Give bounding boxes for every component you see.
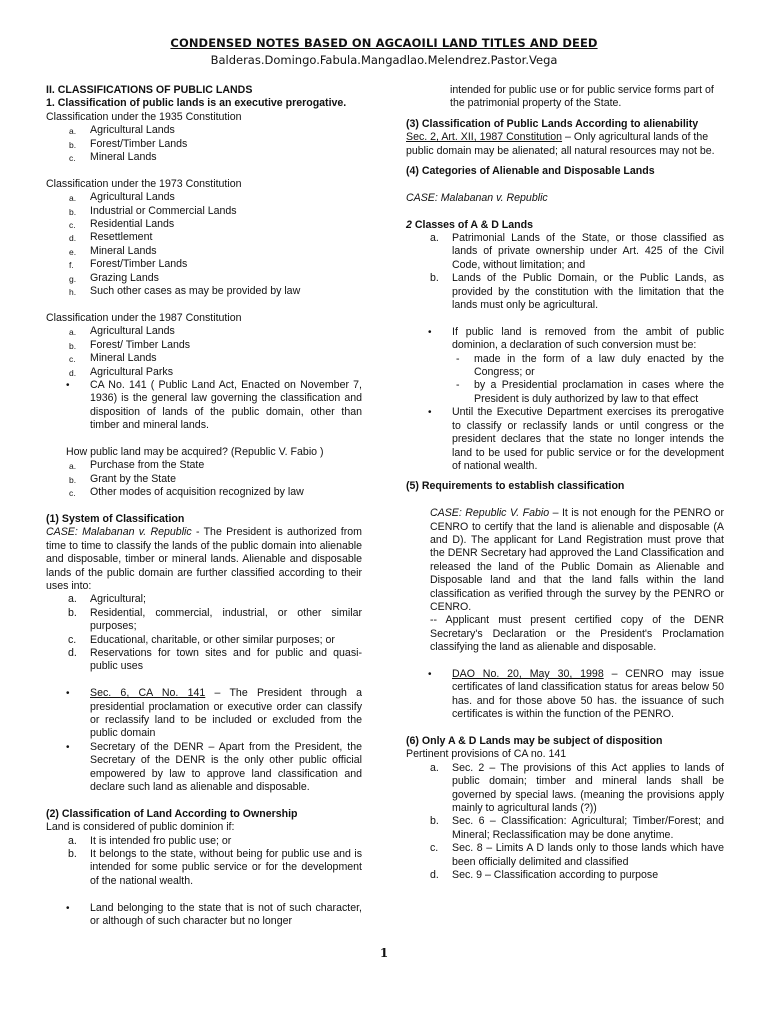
list-item-bullet [46,379,362,433]
list-conversion [406,353,724,407]
bullet-icon: • [66,902,70,914]
list-item-text: Lands of the Public Domain, or the Public Lands, as provided by the constitution with the limitation that the lands must only be agricultural. [452,272,724,312]
list-item-text: Residential, commercial, industrial, or other similar purposes; [90,606,362,633]
heading-alienability: (3) Classification of Public Lands According to alienability [406,117,699,130]
heading-system-classification: (1) System of Classification [46,512,185,525]
list-item-text: Industrial or Commercial Lands [90,204,237,217]
continuation-text: intended for public use or for public service forms part of the patrimonial property of the State. [450,84,714,110]
list-item-text: Resettlement [90,231,153,244]
dao-reference-link[interactable]: DAO No. 20, May 30, 1998 [452,667,604,680]
case-malabanan-paragraph [46,526,362,593]
list-intro-1987: Classification under the 1987 Constitution [46,311,242,324]
heading-categories: (4) Categories of Alienable and Disposable Lands [406,165,655,178]
document-title: CONDENSED NOTES BASED ON AGCAOILI LAND TITLES AND DEED [170,36,598,50]
list-item [46,486,362,499]
list-ad-classes [406,232,724,312]
list-item-bullet [46,741,362,795]
list-item-bullet [406,326,724,353]
dao-paragraph [452,668,724,720]
disposition-intro: Pertinent provisions of CA no. 141 [406,748,567,761]
list-marker: a. [69,461,77,472]
list-ca141-provisions [406,762,724,883]
list-item-text: Sec. 2 – The provisions of this Act applies to lands of public domain; timber and mineral lands shall be governed by special laws. (meaning the provisions apply mainly to agricultural lands (?)) [452,761,724,815]
list-item [406,815,724,842]
list-marker: e. [69,246,77,257]
list-marker: d. [430,869,439,882]
list-item [46,835,362,848]
list-item [46,258,362,271]
case-malabanan: CASE: Malabanan v. Republic [406,191,548,204]
list-item [406,353,724,380]
list-item [46,205,362,218]
sec6-reference-link[interactable]: Sec. 6, CA No. 141 [90,687,206,700]
bullet-icon: • [428,326,432,338]
list-item-text: It is intended fro public use; or [90,834,232,847]
list-marker: b. [69,474,77,485]
list-marker: h. [69,287,77,298]
list-item-text: Agricultural Lands [90,325,175,338]
page-number: 1 [379,946,389,960]
list-marker: - [456,352,460,365]
list-item-text: Agricultural Lands [90,191,175,204]
list-marker: d. [69,367,77,378]
list-item-text: Other modes of acquisition recognized by law [90,486,304,499]
case-text: - The President is authorized from time to time to classify the lands of the public domain into alienable and disposable, timber or mineral lands. Alienable and disposable lands of the public domain are further classified according to their uses into: [46,526,362,592]
heading-ad-classes [406,219,724,232]
list-item-text: made in the form of a law duly enacted by the Congress; or [474,352,724,379]
list-marker: c. [68,633,77,646]
list-item-text: by a Presidential proclamation in cases where the President is duly authorized by law to that effect [474,379,724,405]
applicant-text: -- Applicant must present certified copy of the DENR Secretary's Declaration or the President's Proclamation classifying the land as alienable and disposable. [430,614,724,654]
list-item-text: Grazing Lands [90,271,159,284]
case-fabio-paragraph [430,507,724,614]
list-item-text: Purchase from the State [90,459,205,472]
list-item-text: Reservations for town sites and for public and quasi-public uses [90,647,362,673]
list-item [46,607,362,634]
list-item [46,285,362,298]
list-item-text: Agricultural Parks [90,365,174,378]
list-item [46,339,362,352]
list-item-text: Forest/Timber Lands [90,258,188,271]
list-item-text: Sec. 9 – Classification according to purpose [452,869,659,882]
bullet-icon: • [66,688,70,700]
list-1973 [46,191,362,298]
list-marker: c. [69,488,76,499]
right-column [406,84,724,882]
list-marker: a. [69,126,77,137]
heading-ownership: (2) Classification of Land According to Ownership [46,807,298,820]
list-item [46,231,362,244]
list-item-text: Sec. 6 – Classification: Agricultural; Timber/Forest; and Mineral; Reclassification may be done anytime. [452,815,724,841]
denr-text: Secretary of the DENR – Apart from the President, the Secretary of the DENR is the only other public official empowered by law to approve land classification and declare such land as alienable and disposable. [90,740,362,794]
list-item-text: Forest/Timber Lands [90,137,188,150]
list-item [406,842,724,869]
classes-label: Classes of A & D Lands [411,218,533,231]
list-item-text: Agricultural; [90,593,146,606]
list-marker: a. [430,761,439,774]
list-item [406,232,724,272]
list-item [46,218,362,231]
sec6-paragraph [90,687,362,739]
list-item [46,245,362,258]
list-item-text: Mineral Lands [90,244,157,257]
bullet-icon: • [428,407,432,419]
list-item [46,647,362,674]
heading-requirements: (5) Requirements to establish classification [406,480,625,493]
list-marker: b. [430,815,439,828]
list-item [406,272,724,312]
list-item-text: Forest/ Timber Lands [90,338,191,351]
case-label: CASE: Republic V. Fabio [430,507,550,520]
list-ownership [46,835,362,889]
list-marker: f. [69,260,74,271]
list-acquisition [46,459,362,499]
list-marker: a. [68,834,77,847]
ownership-bullet-text: Land belonging to the state that is not of such character, or although of such character but no longer [90,901,362,928]
list-marker: c. [69,153,76,164]
list-item [406,869,724,882]
list-marker: a. [430,232,439,245]
list-item-text: Patrimonial Lands of the State, or those classified as lands of private ownership under Art. 425 of the Civil Code, without limitation; and [452,232,724,271]
list-marker: a. [69,193,77,204]
list-marker: a. [69,327,77,338]
list-item [406,762,724,816]
list-item [46,272,362,285]
alienability-paragraph [406,131,724,158]
left-column [46,84,362,928]
until-text: Until the Executive Department exercises its prerogative to classify or reclassify lands or until congress or the president declares that the state no longer intends the land to be used for public service or for the development of national wealth. [452,406,724,472]
list-item [46,325,362,338]
list-marker: b. [430,272,439,285]
document-header [0,36,768,68]
heading-disposition: (6) Only A & D Lands may be subject of disposition [406,735,663,747]
list-marker: b. [68,848,77,861]
list-marker: - [456,379,460,392]
section-heading-classifications: II. CLASSIFICATIONS OF PUBLIC LANDS [46,84,253,96]
list-marker: b. [69,139,77,150]
case-label: CASE: Malabanan v. Republic [46,526,192,539]
dao-text: – CENRO may issue certificates of land classification status for areas below 50 has. and for those above 50 has. the issuance of such certificates is within the function of the PENRO. [452,667,724,721]
list-marker: c. [69,354,76,365]
list-item [46,124,362,137]
ca141-text: CA No. 141 ( Public Land Act, Enacted on November 7, 1936) is the general law governing the classification and disposition of lands of the public domain, other than timber and mineral lands. [90,378,362,432]
case-fabio-block [406,507,724,654]
list-item [46,352,362,365]
list-item-bullet [46,902,362,929]
bullet-icon: • [66,741,70,753]
list-item-text: Residential Lands [90,218,175,231]
list-item [46,593,362,606]
list-item [46,473,362,486]
list-1935 [46,124,362,164]
list-item-bullet [46,687,362,741]
list-item-bullet [406,406,724,473]
list-marker: g. [69,273,77,284]
list-item-text: It belongs to the state, without being for public use and is intended for some public service or for the development of the national wealth. [90,848,362,887]
list-marker: c. [69,220,76,231]
alienability-text: – Only agricultural lands of the public domain may be alienated; all natural resources may not be. [406,131,715,157]
sec6-text: – The President through a presidential proclamation or executive order can classify or reclassify land to be included or excluded from the public domain [90,687,362,740]
case-text: – It is not enough for the PENRO or CENRO to certify that the land is alienable and disposable (A and D). The applicant for Land Registration must prove that the DENR Secretary had approved the Land Classification and released the land of the Public Domain as Alienable and Disposable land and that the land falls within the land classification as verified through the survey by the PENRO or CENRO. [430,507,724,613]
list-item-bullet [406,668,724,722]
acquisition-question: How public land may be acquired? (Republic V. Fabio ) [66,445,324,458]
list-item-text: Sec. 8 – Limits A D lands only to those lands which have been officially delimited and classified [452,842,724,868]
list-item [46,634,362,647]
list-intro-1935: Classification under the 1935 Constitution [46,110,242,123]
list-marker: b. [69,340,77,351]
list-uses [46,593,362,673]
list-item-text: Grant by the State [90,472,176,485]
list-item [46,138,362,151]
list-item-text: Such other cases as may be provided by law [90,285,301,298]
removed-text: If public land is removed from the ambit of public dominion, a declaration of such conversion must be: [452,325,724,352]
list-item [46,191,362,204]
classes-count: 2 [406,218,412,231]
list-marker: a. [68,593,77,606]
list-marker: b. [68,606,77,619]
list-item [406,379,724,406]
list-intro-1973: Classification under the 1973 Constitution [46,177,242,190]
list-item [46,459,362,472]
constitution-reference-link[interactable]: Sec. 2, Art. XII, 1987 Constitution [406,131,563,144]
list-item [46,366,362,379]
list-marker: d. [69,233,77,244]
list-item [46,848,362,888]
list-marker: c. [430,842,439,855]
list-item-text: Agricultural Lands [90,124,175,137]
bullet-icon: • [66,379,70,391]
list-marker: d. [68,647,77,659]
list-marker: b. [69,206,77,217]
list-item [46,151,362,164]
ownership-intro: Land is considered of public dominion if: [46,821,235,834]
list-item-text: Mineral Lands [90,352,157,365]
list-1987 [46,325,362,379]
bullet-icon: • [428,668,432,680]
subsection-heading-prerogative: 1. Classification of public lands is an executive prerogative. [46,97,347,110]
list-item-text: Mineral Lands [90,151,157,164]
list-item-text: Educational, charitable, or other similar purposes; or [90,633,335,646]
document-authors: Balderas.Domingo.Fabula.Mangadlao.Melendrez.Pastor.Vega [210,53,558,67]
